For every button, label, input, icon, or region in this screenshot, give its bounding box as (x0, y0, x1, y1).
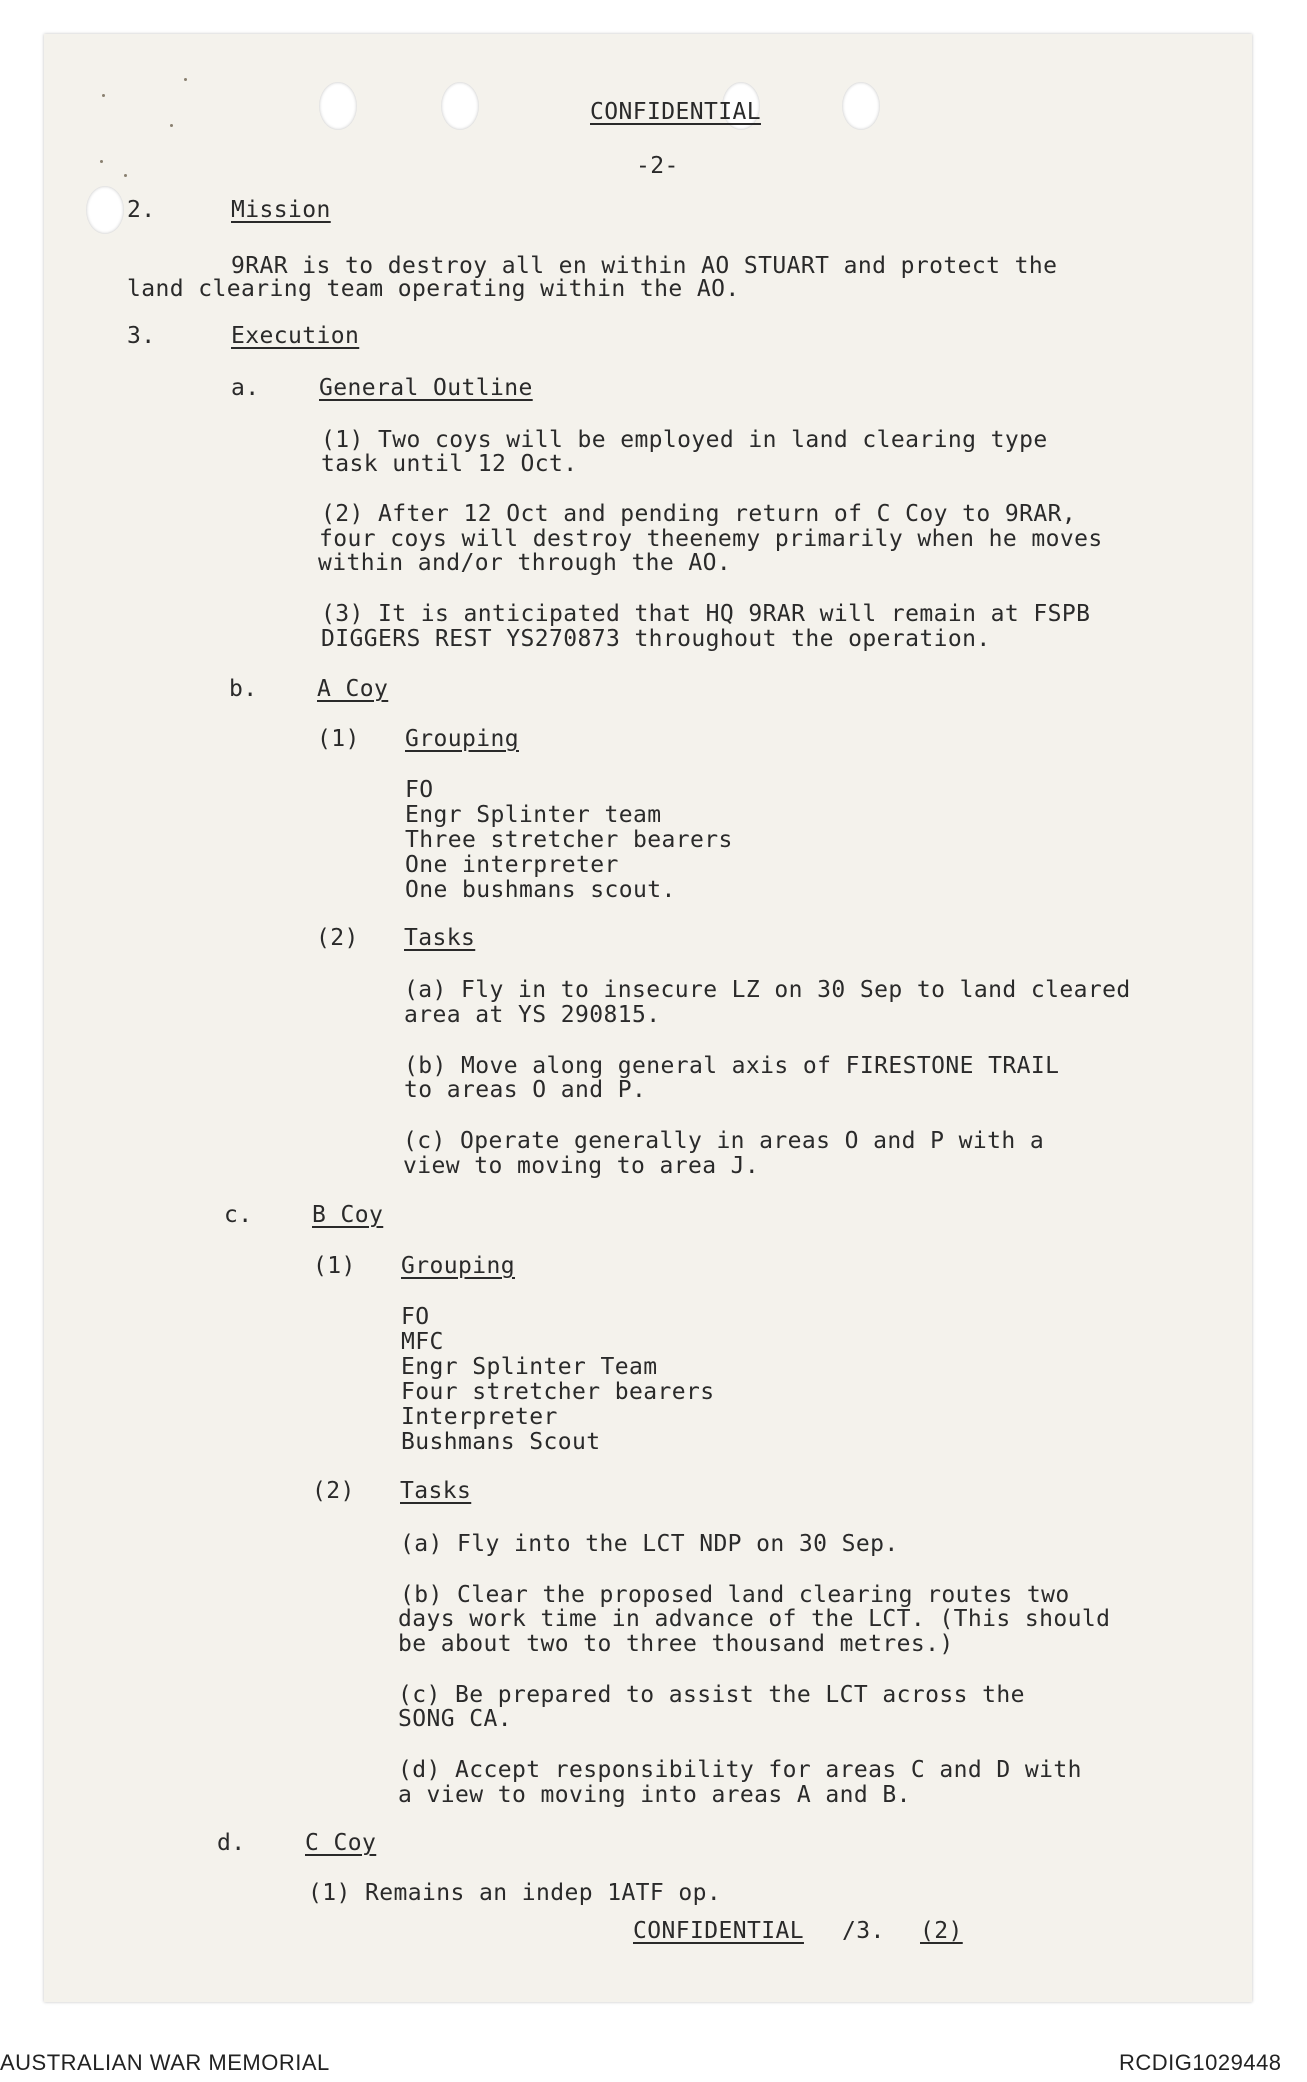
subsection-heading-general-outline: General Outline (319, 375, 533, 401)
mission-text: 9RAR is to destroy all en within AO STUART and protect the (231, 253, 1058, 279)
next-page-marker: /3. (842, 1918, 885, 1944)
grouping-item: One bushmans scout. (405, 877, 676, 903)
outline-paragraph: DIGGERS REST YS270873 throughout the operation. (321, 626, 991, 652)
task-text: (b) Move along general axis of FIRESTONE TRAIL (404, 1053, 1060, 1079)
section-number: 2. (127, 197, 156, 223)
punch-hole (441, 82, 479, 130)
archive-label: AUSTRALIAN WAR MEMORIAL (0, 2050, 330, 2075)
punch-hole (86, 186, 124, 234)
grouping-item: Four stretcher bearers (401, 1379, 715, 1405)
outline-paragraph: (3) It is anticipated that HQ 9RAR will remain at FSPB (321, 601, 1091, 627)
classification-footer: CONFIDENTIAL (633, 1918, 804, 1944)
grouping-item: FO (401, 1304, 430, 1330)
task-text: be about two to three thousand metres.) (398, 1631, 954, 1657)
subsection-heading-a-coy: A Coy (317, 676, 389, 702)
punch-hole (319, 82, 357, 130)
task-text: (d) Accept responsibility for areas C and D with (398, 1757, 1082, 1783)
outline-paragraph: four coys will destroy theenemy primarily when he moves (319, 526, 1103, 552)
section-heading-execution: Execution (231, 323, 360, 349)
outline-paragraph: within and/or through the AO. (318, 550, 732, 576)
subsection-letter: a. (231, 375, 260, 401)
grouping-item: One interpreter (405, 852, 619, 878)
subsection-letter: c. (224, 1202, 253, 1228)
grouping-item: Engr Splinter team (405, 802, 662, 828)
task-text: to areas O and P. (404, 1077, 647, 1103)
item-number: (1) (313, 1253, 356, 1279)
grouping-item: FO (405, 777, 434, 803)
outline-paragraph: (1) Two coys will be employed in land clearing type (321, 427, 1048, 453)
page-ref: (2) (920, 1918, 963, 1944)
subsection-letter: b. (229, 676, 258, 702)
grouping-item: Interpreter (401, 1404, 558, 1430)
tasks-heading: Tasks (400, 1478, 472, 1504)
paper-speck (100, 160, 103, 163)
grouping-heading: Grouping (401, 1253, 515, 1279)
archive-id: RCDIG1029448 (1119, 2050, 1282, 2075)
grouping-item: Bushmans Scout (401, 1429, 601, 1455)
paper-speck (102, 94, 105, 97)
mission-text: land clearing team operating within the AO. (127, 276, 740, 302)
grouping-item: MFC (401, 1329, 444, 1355)
outline-paragraph: (2) After 12 Oct and pending return of C Coy to 9RAR, (321, 501, 1077, 527)
task-text: (a) Fly into the LCT NDP on 30 Sep. (400, 1531, 899, 1557)
task-text: (c) Be prepared to assist the LCT across the (398, 1682, 1025, 1708)
classification-header: CONFIDENTIAL (590, 99, 761, 125)
task-text: (b) Clear the proposed land clearing routes two (400, 1582, 1070, 1608)
task-text: (a) Fly in to insecure LZ on 30 Sep to land cleared (404, 977, 1131, 1003)
tasks-heading: Tasks (404, 925, 476, 951)
task-text: SONG CA. (398, 1706, 512, 1732)
punch-hole (842, 82, 880, 130)
task-text: view to moving to area J. (403, 1153, 760, 1179)
paper-speck (124, 174, 127, 177)
item-number: (2) (316, 925, 359, 951)
grouping-item: Engr Splinter Team (401, 1354, 658, 1380)
item-text: (1) Remains an indep 1ATF op. (308, 1880, 722, 1906)
subsection-heading-b-coy: B Coy (312, 1202, 384, 1228)
task-text: a view to moving into areas A and B. (398, 1782, 911, 1808)
task-text: (c) Operate generally in areas O and P with a (403, 1128, 1045, 1154)
section-number: 3. (127, 323, 156, 349)
item-number: (1) (317, 726, 360, 752)
task-text: area at YS 290815. (404, 1002, 661, 1028)
section-heading-mission: Mission (231, 197, 331, 223)
subsection-letter: d. (217, 1830, 246, 1856)
task-text: days work time in advance of the LCT. (This should (398, 1606, 1111, 1632)
grouping-heading: Grouping (405, 726, 519, 752)
grouping-item: Three stretcher bearers (405, 827, 733, 853)
subsection-heading-c-coy: C Coy (305, 1830, 377, 1856)
paper-speck (184, 78, 187, 81)
item-number: (2) (312, 1478, 355, 1504)
page-number: -2- (636, 153, 679, 179)
paper-speck (170, 124, 173, 127)
outline-paragraph: task until 12 Oct. (321, 451, 578, 477)
